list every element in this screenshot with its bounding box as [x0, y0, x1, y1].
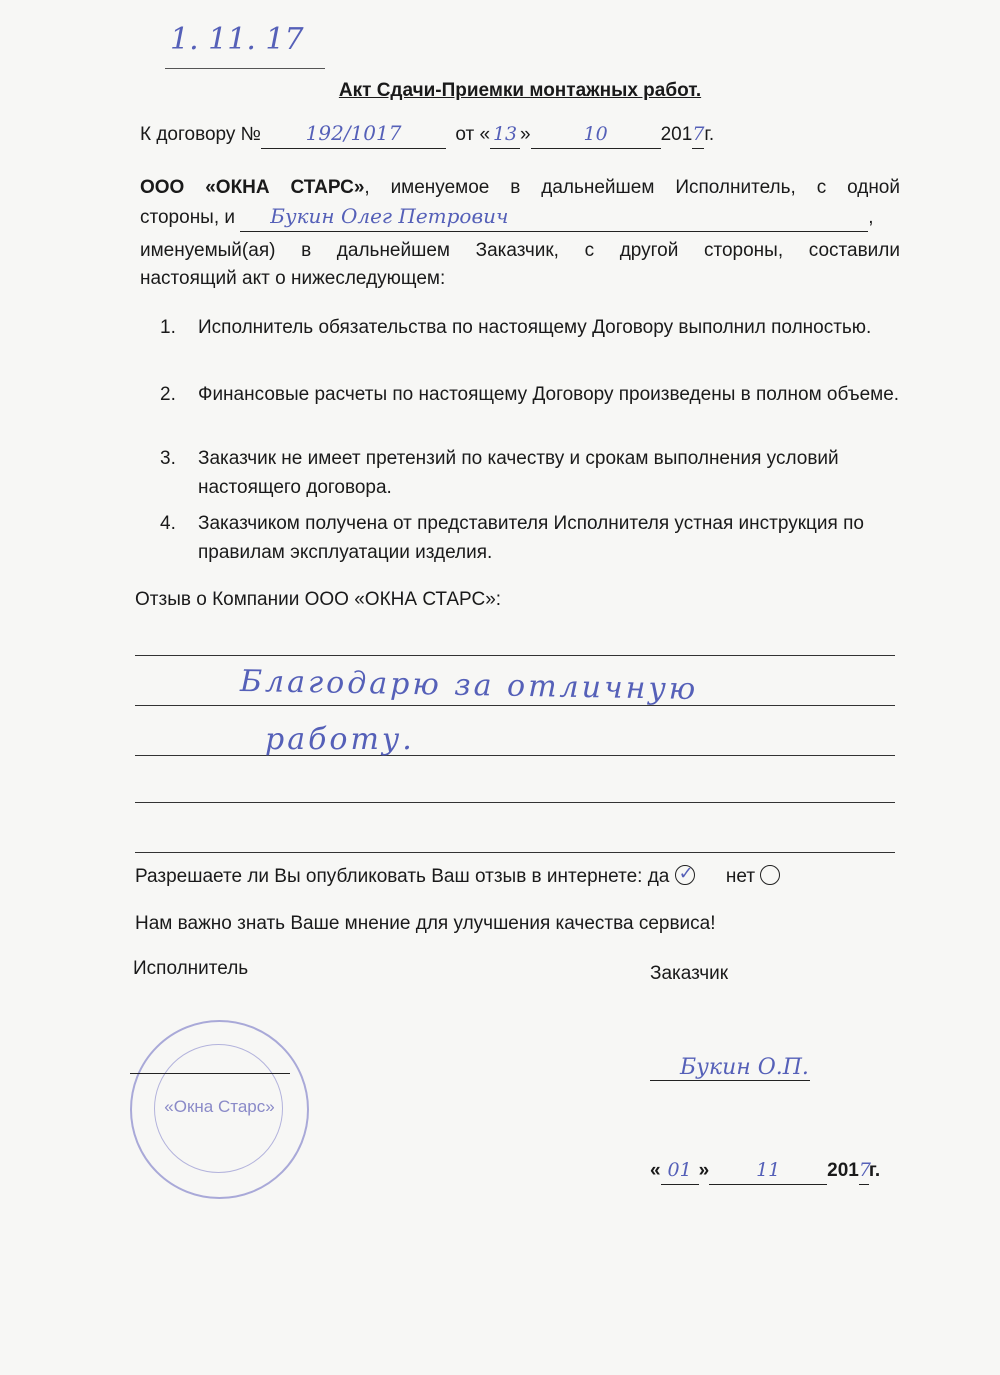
handwritten-review-2: работу. — [265, 722, 415, 757]
check-icon: ✓ — [678, 863, 694, 883]
executor-label: Исполнитель — [133, 958, 249, 979]
list-item: 3. Заказчик не имеет претензий по качеству и срокам выполнения условий настоящего договора. — [160, 448, 839, 498]
publish-question: Разрешаете ли Вы опубликовать Ваш отзыв в интернете: да ✓ нет — [135, 864, 780, 890]
customer-label: Заказчик — [650, 963, 729, 984]
review-line — [135, 852, 895, 853]
sign-date: « 01 » 11 2017г. — [650, 1157, 880, 1185]
contract-day: 13 — [492, 123, 518, 145]
intro-line-4: настоящий акт о нижеследующем: — [140, 268, 446, 289]
sign-month: 11 — [756, 1159, 781, 1181]
customer-signature: Букин О.П. — [680, 1055, 809, 1080]
no-radio[interactable] — [760, 865, 780, 885]
list-item: 1. Исполнитель обязательства по настоящему Договору выполнил полностью. — [160, 317, 872, 338]
intro-line-1: ООО «ОКНА СТАРС», именуемое в дальнейшем Исполнитель, с одной — [140, 177, 900, 198]
intro-line-3: именуемый(ая) в дальнейшем Заказчик, с другой стороны, составили — [140, 240, 900, 261]
contract-year-digit: 7 — [692, 123, 705, 145]
review-label: Отзыв о Компании ООО «ОКНА СТАРС»: — [135, 589, 502, 610]
handwritten-review-1: Благодарю за отличную — [239, 664, 699, 707]
review-line — [135, 755, 895, 756]
contract-month: 10 — [583, 123, 608, 145]
page-title: Акт Сдачи-Приемки монтажных работ. — [338, 80, 702, 101]
customer-name: Букин Олег Петрович — [270, 204, 509, 228]
customer-signature-line — [650, 1080, 810, 1081]
sign-year-digit: 7 — [858, 1159, 871, 1181]
opinion-text: Нам важно знать Ваше мнение для улучшения качества сервиса! — [135, 913, 716, 934]
intro-line-2: стороны, и Букин Олег Петрович , — [140, 203, 900, 232]
review-line — [135, 802, 895, 803]
company-stamp: «Окна Старс» — [130, 1020, 309, 1199]
contract-line: К договору № 192/1017 от « 13 » 10 2017г. — [140, 120, 900, 149]
review-line — [135, 655, 895, 656]
contract-number: 192/1017 — [305, 121, 402, 145]
handwritten-date: 1. 11. 17 — [170, 22, 304, 57]
list-item: 4. Заказчиком получена от представителя Исполнителя устная инструкция по правилам эксплуатации изделия. — [160, 513, 864, 563]
review-line — [135, 705, 895, 706]
date-underline — [165, 68, 325, 69]
executor-signature-line — [130, 1073, 290, 1074]
sign-day: 01 — [667, 1159, 692, 1181]
list-item: 2. Финансовые расчеты по настоящему Договору произведены в полном объеме. — [160, 384, 900, 405]
yes-radio[interactable] — [675, 865, 695, 885]
